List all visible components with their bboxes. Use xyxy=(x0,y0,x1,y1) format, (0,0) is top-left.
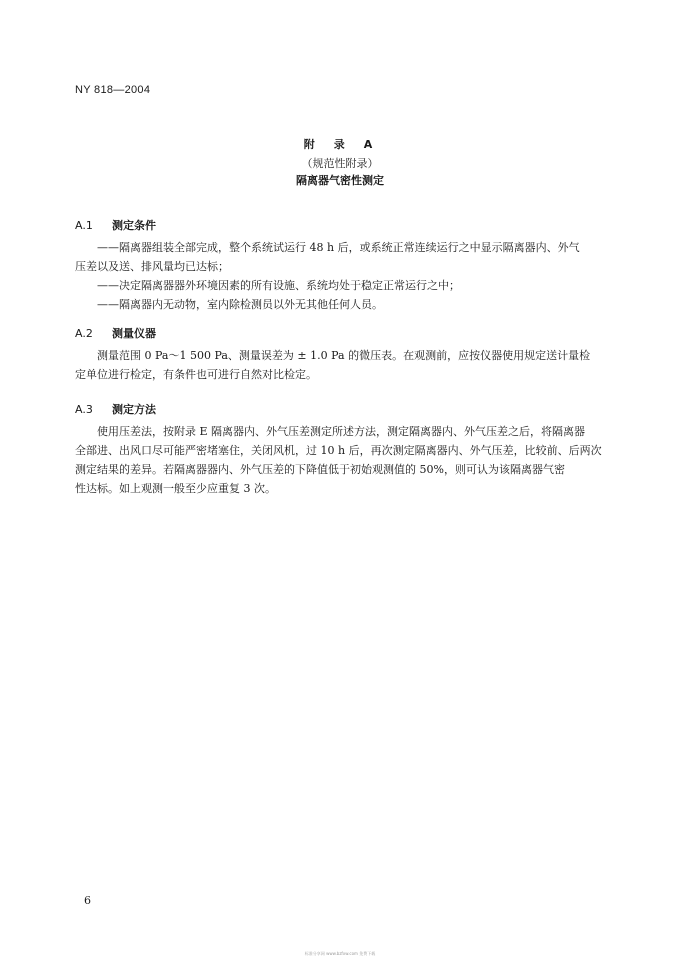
footer-watermark-text: 标准分享网 www.bzfxw.com 免费下载 xyxy=(304,951,376,956)
section-number: A.1 xyxy=(75,219,93,232)
list-item: ——隔离器内无动物，室内除检测员以外无其他任何人员。 xyxy=(97,298,383,311)
annex-type: （规范性附录） xyxy=(301,157,379,170)
conditions-list xyxy=(75,238,606,314)
section-number: A.2 xyxy=(75,327,93,340)
section-heading-a3 xyxy=(75,401,156,417)
instrument-paragraph xyxy=(75,346,606,384)
paragraph-line: 使用压差法，按附录 E 隔离器内、外气压差测定所述方法，测定隔离器内、外气压差之后，将隔离器 xyxy=(97,425,586,438)
list-item: ——隔离器组装全部完成，整个系统试运行 48 h 后，或系统正常连续运行之中显示隔离器内、外气 xyxy=(97,241,580,254)
section-heading-a2 xyxy=(75,325,156,341)
paragraph-line: 测定结果的差异。若隔离器器内、外气压差的下降值低于初始观测值的 50%，则可认为该隔离器气密 xyxy=(75,463,565,476)
section-title: 测定条件 xyxy=(112,219,156,232)
list-item-continuation: 压差以及送、排风量均已达标； xyxy=(75,260,229,273)
annex-name: 隔离器气密性测定 xyxy=(296,174,384,187)
section-heading-a1 xyxy=(75,217,156,233)
annex-title: 附 录 A xyxy=(303,138,377,151)
section-title: 测量仪器 xyxy=(112,327,156,340)
paragraph-line: 全部进、出风口尽可能严密堵塞住，关闭风机，过 10 h 后，再次测定隔离器内、外气压差，比较前、后两次 xyxy=(75,444,602,457)
section-title: 测定方法 xyxy=(112,403,156,416)
paragraph-line: 性达标。如上观测一般至少应重复 3 次。 xyxy=(75,482,276,495)
paragraph-line: 定单位进行检定，有条件也可进行自然对比检定。 xyxy=(75,368,317,381)
list-item: ——决定隔离器器外环境因素的所有设施、系统均处于稳定正常运行之中； xyxy=(97,279,460,292)
section-number: A.3 xyxy=(75,403,93,416)
method-paragraph xyxy=(75,422,606,498)
paragraph-line: 测量范围 0 Pa～1 500 Pa、测量误差为 ± 1.0 Pa 的微压表。在观测前，应按仪器使用规定送计量检 xyxy=(97,349,591,362)
standard-code: NY 818—2004 xyxy=(75,84,151,96)
page-number: 6 xyxy=(84,894,91,907)
